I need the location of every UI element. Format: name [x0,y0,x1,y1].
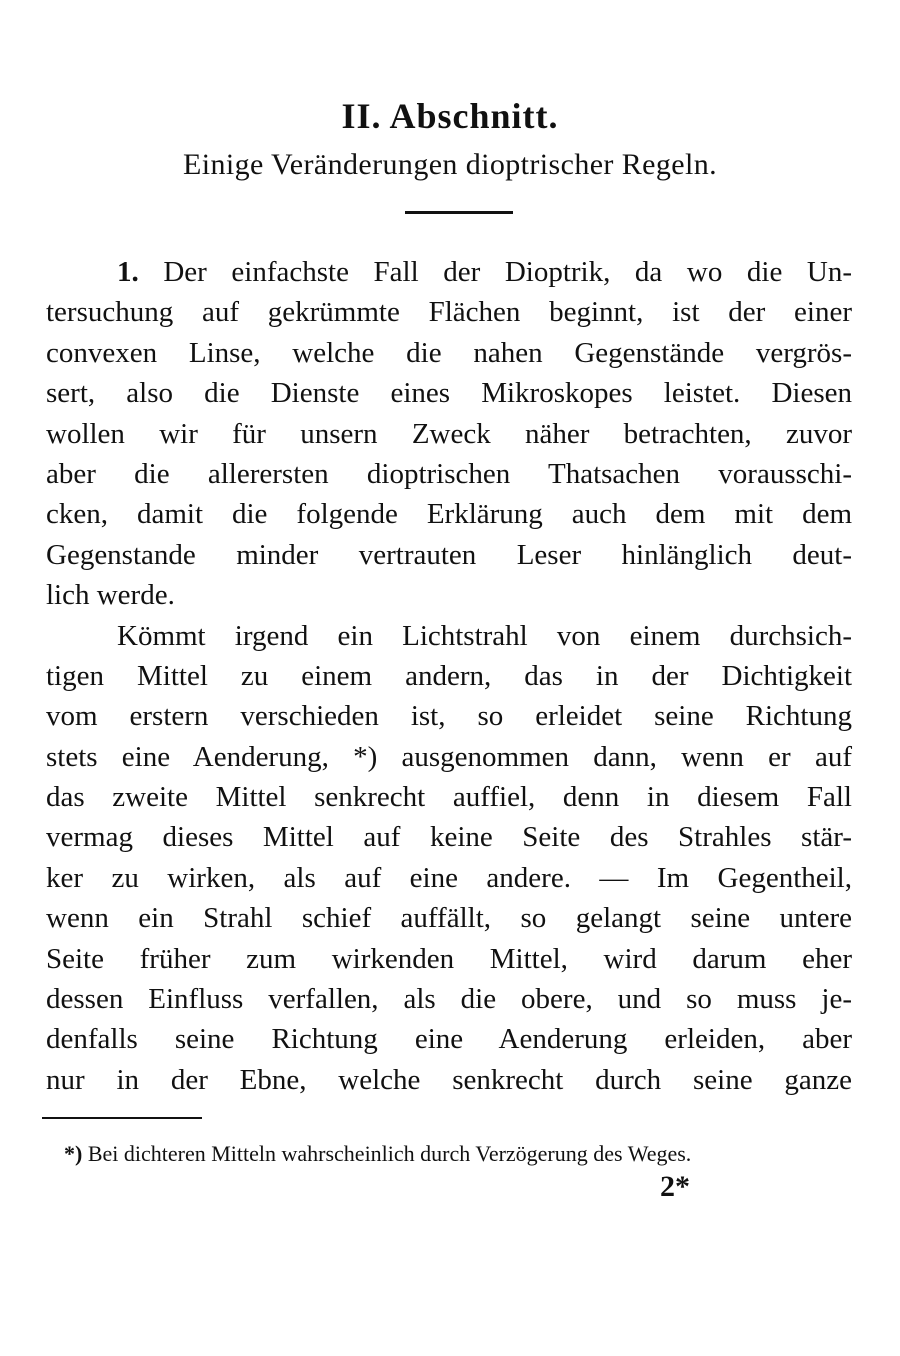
paragraph-number: 1. [117,256,139,288]
paragraph-1-line: 1. Der einfachste Fall der Dioptrik, da wo die Un- [117,256,853,288]
paragraph-1-line: Gegenstande minder vertrauten Leser hinlänglich deut- [46,538,852,571]
footnote [64,1140,854,1168]
paragraph-2-line: stets eine Aenderung, *) ausgenommen dann, wenn er auf [46,740,852,773]
paragraph-1-line: cken, damit die folgende Erklärung auch dem mit dem [46,498,852,531]
paragraph-2-line: ker zu wirken, als auf eine andere. — Im Gegentheil, [46,861,852,894]
section-subtitle: Einige Veränderungen dioptrischer Regeln. [182,148,718,181]
paragraph-2-line: vermag dieses Mittel auf keine Seite des Strahles stär- [46,821,852,854]
paragraph-1-line: tersuchung auf gekrümmte Flächen beginnt, ist der einer [46,296,852,329]
footnote-divider [42,1117,202,1119]
section-heading: II. Abschnitt. [341,96,559,136]
paragraph-1-line: aber die allerersten dioptrischen Thatsachen vorausschi- [46,457,852,490]
paragraph-2-line: vom erstern verschieden ist, so erleidet seine Richtung [46,700,852,733]
body-text [46,252,852,1100]
paragraph-2-line: Kömmt irgend ein Lichtstrahl von einem durchsich- [117,619,852,652]
paragraph-1-line: lich werde. [46,579,175,612]
paragraph-1-line: sert, also die Dienste eines Mikroskopes leistet. Diesen [46,377,852,410]
paragraph-1-line: convexen Linse, welche die nahen Gegenstände vergrös- [46,336,852,369]
footnote-mark: *) [64,1141,83,1166]
paragraph-2-line: nur in der Ebne, welche senkrecht durch seine ganze [46,1063,852,1096]
paragraph-1-line: wollen wir für unsern Zweck näher betrachten, zuvor [46,417,852,450]
paragraph-2-line: das zweite Mittel senkrecht auffiel, denn in diesem Fall [46,781,852,814]
paragraph-2-line: Seite früher zum wirkenden Mittel, wird darum eher [46,942,852,975]
heading-divider [405,211,513,214]
paragraph-2-line: tigen Mittel zu einem andern, das in der Dichtigkeit [46,659,852,692]
footnote-text: Bei dichteren Mitteln wahrscheinlich durch Verzögerung des Weges. [87,1141,692,1166]
paragraph-2-line: wenn ein Strahl schief auffällt, so gelangt seine untere [46,902,852,935]
paragraph-2-line: denfalls seine Richtung eine Aenderung erleiden, aber [46,1023,852,1056]
signature-mark: 2* [660,1170,690,1203]
paragraph-2-line: dessen Einfluss verfallen, als die obere, und so muss je- [46,983,852,1016]
